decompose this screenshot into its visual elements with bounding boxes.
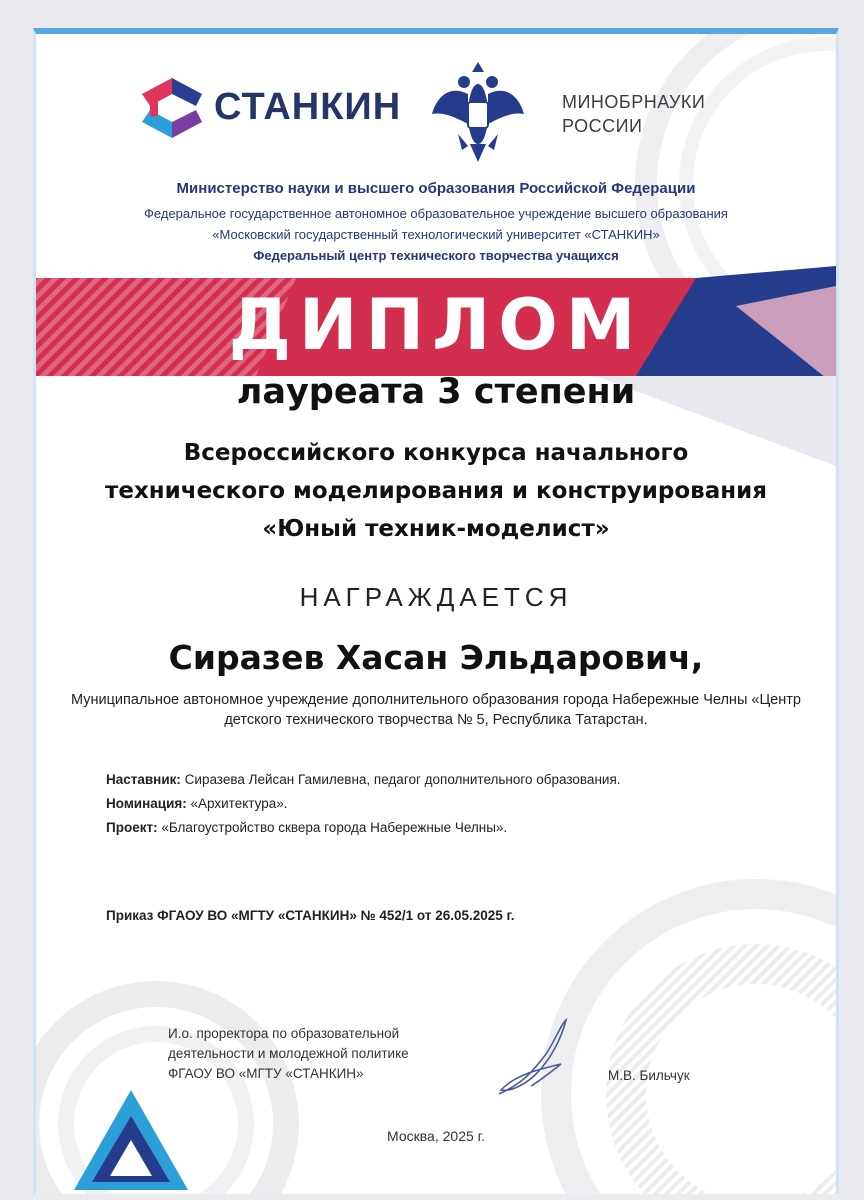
stankin-logo-icon: [136, 72, 208, 144]
signer-position-line1: И.о. проректора по образовательной: [168, 1026, 400, 1041]
recipient-name: Сиразев Хасан Эльдарович,: [168, 638, 704, 677]
nomination-row: [106, 792, 786, 816]
ministry-label-line1: МИНОБРНАУКИ: [562, 92, 706, 112]
project-label: Проект:: [106, 820, 158, 835]
project-row: [106, 816, 786, 840]
header-ministry: Министерство науки и высшего образования Российской Федерации: [176, 180, 696, 197]
order-reference: Приказ ФГАОУ ВО «МГТУ «СТАНКИН» № 452/1 от 26.05.2025 г.: [106, 908, 515, 923]
mentor-value: Сиразева Лейсан Гамилевна, педагог дополнительного образования.: [184, 772, 621, 787]
signer-name: М.В. Бильчук: [608, 1068, 690, 1083]
award-details: [106, 768, 786, 840]
header-institution-type: Федеральное государственное автономное образовательное учреждение высшего образования: [144, 206, 728, 221]
city-year: Москва, 2025 г.: [387, 1128, 485, 1144]
ministry-label-line2: РОССИИ: [562, 116, 643, 136]
signature-icon: [491, 1014, 591, 1104]
ministry-label: [562, 90, 705, 138]
diploma-title: ДИПЛОМ: [228, 284, 644, 366]
contest-name: [36, 434, 836, 548]
project-value: «Благоустройство сквера города Набережные Челны».: [161, 820, 508, 835]
org-line1: Муниципальное автономное учреждение дополнительного образования города Набережные Челны «Центр: [71, 692, 801, 708]
nomination-value: «Архитектура».: [190, 796, 288, 811]
mentor-row: [106, 768, 786, 792]
nomination-label: Номинация:: [106, 796, 187, 811]
awarded-label: НАГРАЖДАЕТСЯ: [299, 582, 573, 612]
contest-line3: «Юный техник-моделист»: [262, 516, 610, 542]
header-center: Федеральный центр технического творчества учащихся: [253, 248, 619, 263]
coat-of-arms-icon: [428, 54, 528, 169]
stankin-logo-text: СТАНКИН: [214, 86, 402, 128]
recipient-organization: [36, 690, 836, 730]
signer-position: [168, 1024, 409, 1084]
mentor-label: Наставник:: [106, 772, 181, 787]
org-line2: детского технического творчества № 5, Республика Татарстан.: [224, 712, 648, 728]
signer-position-line3: ФГАОУ ВО «МГТУ «СТАНКИН»: [168, 1066, 364, 1081]
contest-line2: технического моделирования и конструирования: [105, 478, 767, 504]
contest-line1: Всероссийского конкурса начального: [183, 440, 689, 466]
diploma-sheet: [33, 28, 839, 1194]
signer-position-line2: деятельности и молодежной политике: [168, 1046, 409, 1061]
laureate-degree: лауреата 3 степени: [236, 372, 636, 412]
header-university: «Московский государственный технологический университет «СТАНКИН»: [212, 227, 660, 242]
